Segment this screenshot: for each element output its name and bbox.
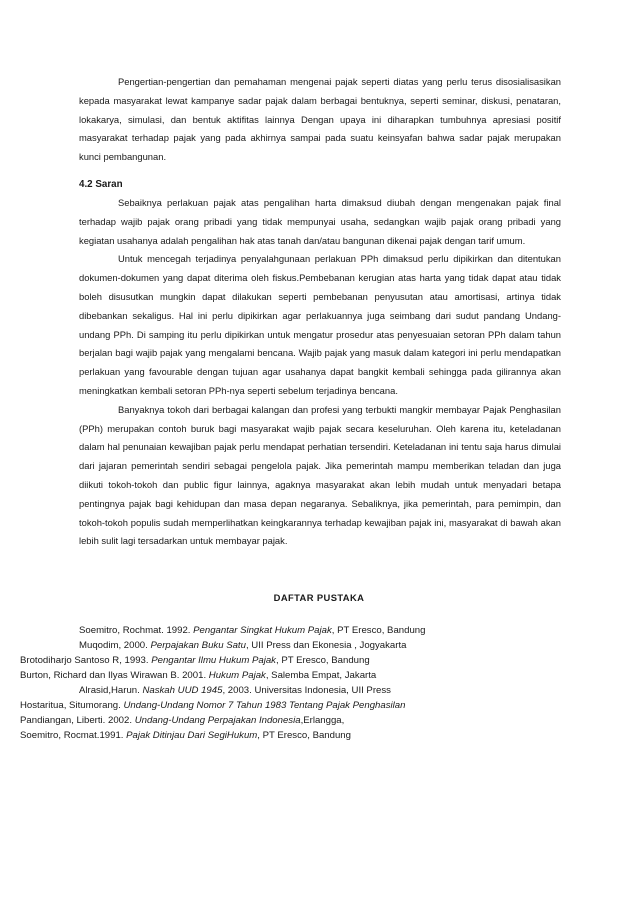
reference-item: Soemitro, Rocmat.1991. Pajak Ditinjau Dari SegiHukum, PT Eresco, Bandung — [20, 730, 351, 741]
intro-section — [79, 73, 561, 167]
saran-paragraph-2: Untuk mencegah terjadinya penyalahgunaan perlakuan PPh dimaksud perlu dipikirkan dan ditentukan dokumen-dokumen yang dapat diterima oleh fiskus.Pembebanan kerugian atas harta yang tidak dapat atau tidak boleh disusutkan mungkin dapat dilakukan seperti pembebanan penyusutan atau amortisasi, artinya tidak dibebankan sekaligus. Hal ini perlu dipikirkan agar perlakuannya juga seimbang dari sudut pandang Undang-undang PPh. Di samping itu perlu dipikirkan untuk mengatur prosedur atas penyesuaian setoran PPh dalam tahun berjalan bagi wajib pajak yang mengalami bencana. Wajib pajak yang masuk dalam kategori ini perlu mendapatkan perlakuan yang favourable dengan tujuan agar usahanya dapat bangkit kembali sehingga pada gilirannya akan meningkatkan kembali setoran PPh-nya seperti sebelum terjadinya bencana. — [79, 253, 561, 396]
reference-item: Soemitro, Rochmat. 1992. Pengantar Singkat Hukum Pajak, PT Eresco, Bandung — [79, 625, 426, 636]
intro-paragraph: Pengertian-pengertian dan pemahaman mengenai pajak seperti diatas yang perlu terus disosialisasikan kepada masyarakat lewat kampanye sadar pajak dalam berbagai bentuknya, seperti seminar, diskusi, penataran, lokakarya, simulasi, dan bentuk aktifitas lainnya Dengan upaya ini diharapkan tumbuhnya apresiasi positif masyarakat terhadap pajak yang pada akhirnya sampai pada suatu keinsyafan bahwa sadar pajak merupakan kunci pembangunan. — [79, 76, 561, 163]
reference-item: Brotodiharjo Santoso R, 1993. Pengantar Ilmu Hukum Pajak, PT Eresco, Bandung — [20, 655, 370, 666]
reference-item: Hostaritua, Situmorang. Undang-Undang Nomor 7 Tahun 1983 Tentang Pajak Penghasilan — [20, 700, 406, 711]
saran-paragraph-3: Banyaknya tokoh dari berbagai kalangan dan profesi yang terbukti mangkir membayar Pajak Penghasilan (PPh) merupakan contoh buruk bagi masyarakat wajib pajak secara keseluruhan. Oleh karena itu, keteladanan dalam hal penunaian kewajiban pajak perlu mendapat perhatian tersendiri. Keteladanan ini tentu saja harus dimulai dari jajaran pemerintah sendiri sebagai pengelola pajak. Jika pemerintah mampu memberikan teladan dan juga diikuti tokoh-tokoh dan public figur lainnya, agaknya masyarakat akan lebih mudah untuk menyadari betapa pentingnya pajak bagi kehidupan dan masa depan negaranya. Sebaliknya, jika pemerintah, para pemimpin, dan tokoh-tokoh populis sudah memperlihatkan keingkarannya terhadap kewajiban pajak ini, masyarakat di bawah akan lebih sulit lagi tersadarkan untuk membayar pajak. — [79, 403, 561, 547]
reference-item: Muqodim, 2000. Perpajakan Buku Satu, UII Press dan Ekonesia , Jogyakarta — [79, 640, 407, 651]
reference-item: Alrasid,Harun. Naskah UUD 1945, 2003. Universitas Indonesia, UII Press — [79, 685, 391, 696]
reference-item: Burton, Richard dan Ilyas Wirawan B. 2001. Hukum Pajak, Salemba Empat, Jakarta — [20, 670, 377, 681]
section-heading-saran: 4.2 Saran — [79, 179, 123, 190]
saran-section — [79, 176, 561, 551]
reference-item: Pandiangan, Liberti. 2002. Undang-Undang Perpajakan Indonesia,Erlangga, — [20, 715, 345, 726]
saran-paragraph-1: Sebaiknya perlakuan pajak atas pengalihan harta dimaksud diubah dengan mengenakan pajak final terhadap wajib pajak orang pribadi yang tidak mempunyai usaha, sedangkan wajib pajak orang pribadi yang kegiatan usahanya adalah pengalihan hak atas tanah dan/atau bangunan dikenai pajak dengan tarif umum. — [79, 197, 561, 246]
bibliography-title: DAFTAR PUSTAKA — [273, 592, 365, 603]
